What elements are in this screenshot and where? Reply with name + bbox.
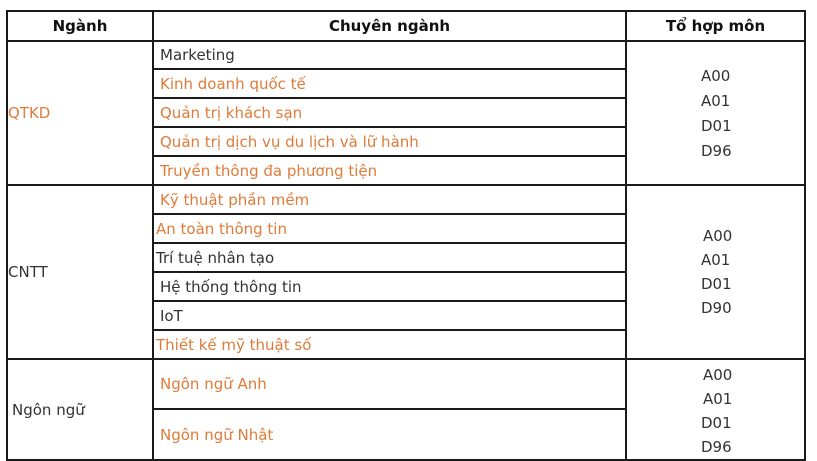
- table-left-border: [6, 10, 8, 461]
- major-item: Thiết kế mỹ thuật số: [156, 336, 312, 354]
- row-divider: [152, 155, 627, 157]
- row-divider: [152, 329, 627, 331]
- major-item: An toàn thông tin: [156, 220, 287, 238]
- major-item: Quản trị khách sạn: [160, 104, 303, 122]
- combo-item: D01: [701, 275, 732, 293]
- group-name-cntt: CNTT: [8, 263, 48, 281]
- group-name-ngon-ngu: Ngôn ngữ: [12, 401, 85, 419]
- col2-divider: [625, 10, 627, 461]
- combo-item: D01: [701, 414, 732, 432]
- major-item: Truyền thông đa phương tiện: [160, 162, 378, 180]
- row-divider: [152, 126, 627, 128]
- major-item: Marketing: [160, 46, 235, 64]
- row-divider: [152, 242, 627, 244]
- major-item: Hệ thống thông tin: [160, 278, 302, 296]
- combo-item: A01: [701, 251, 731, 269]
- row-divider: [152, 213, 627, 215]
- header-nganh: Ngành: [52, 17, 108, 35]
- combo-item: A00: [703, 366, 733, 384]
- major-item: Kinh doanh quốc tế: [160, 75, 306, 93]
- row-divider: [152, 408, 627, 410]
- major-item: Kỹ thuật phần mềm: [160, 191, 310, 209]
- major-item: Ngôn ngữ Anh: [160, 375, 267, 393]
- combo-item: D90: [701, 299, 732, 317]
- header-to-hop-mon: Tổ hợp môn: [665, 17, 766, 35]
- row-divider: [152, 271, 627, 273]
- group2-bottom-border: [6, 358, 806, 360]
- combo-item: A01: [703, 390, 733, 408]
- combo-item: A01: [701, 92, 731, 110]
- combo-item: D96: [701, 438, 732, 456]
- group1-bottom-border: [6, 184, 806, 186]
- combo-item: A00: [701, 67, 731, 85]
- major-item: Ngôn ngữ Nhật: [160, 426, 274, 444]
- major-item: Quản trị dịch vụ du lịch và lữ hành: [160, 133, 419, 151]
- combo-item: D96: [701, 142, 732, 160]
- major-item: Trí tuệ nhân tạo: [156, 249, 275, 267]
- row-divider: [152, 68, 627, 70]
- col1-divider: [152, 10, 154, 461]
- row-divider: [152, 300, 627, 302]
- header-chuyen-nganh: Chuyên ngành: [328, 17, 451, 35]
- table-right-border: [804, 10, 806, 461]
- table-top-border: [6, 10, 806, 12]
- row-divider: [152, 97, 627, 99]
- combo-item: A00: [703, 227, 733, 245]
- group-name-qtkd: QTKD: [8, 104, 51, 122]
- header-bottom-border: [6, 40, 806, 42]
- major-item: IoT: [160, 307, 183, 325]
- combo-item: D01: [701, 117, 732, 135]
